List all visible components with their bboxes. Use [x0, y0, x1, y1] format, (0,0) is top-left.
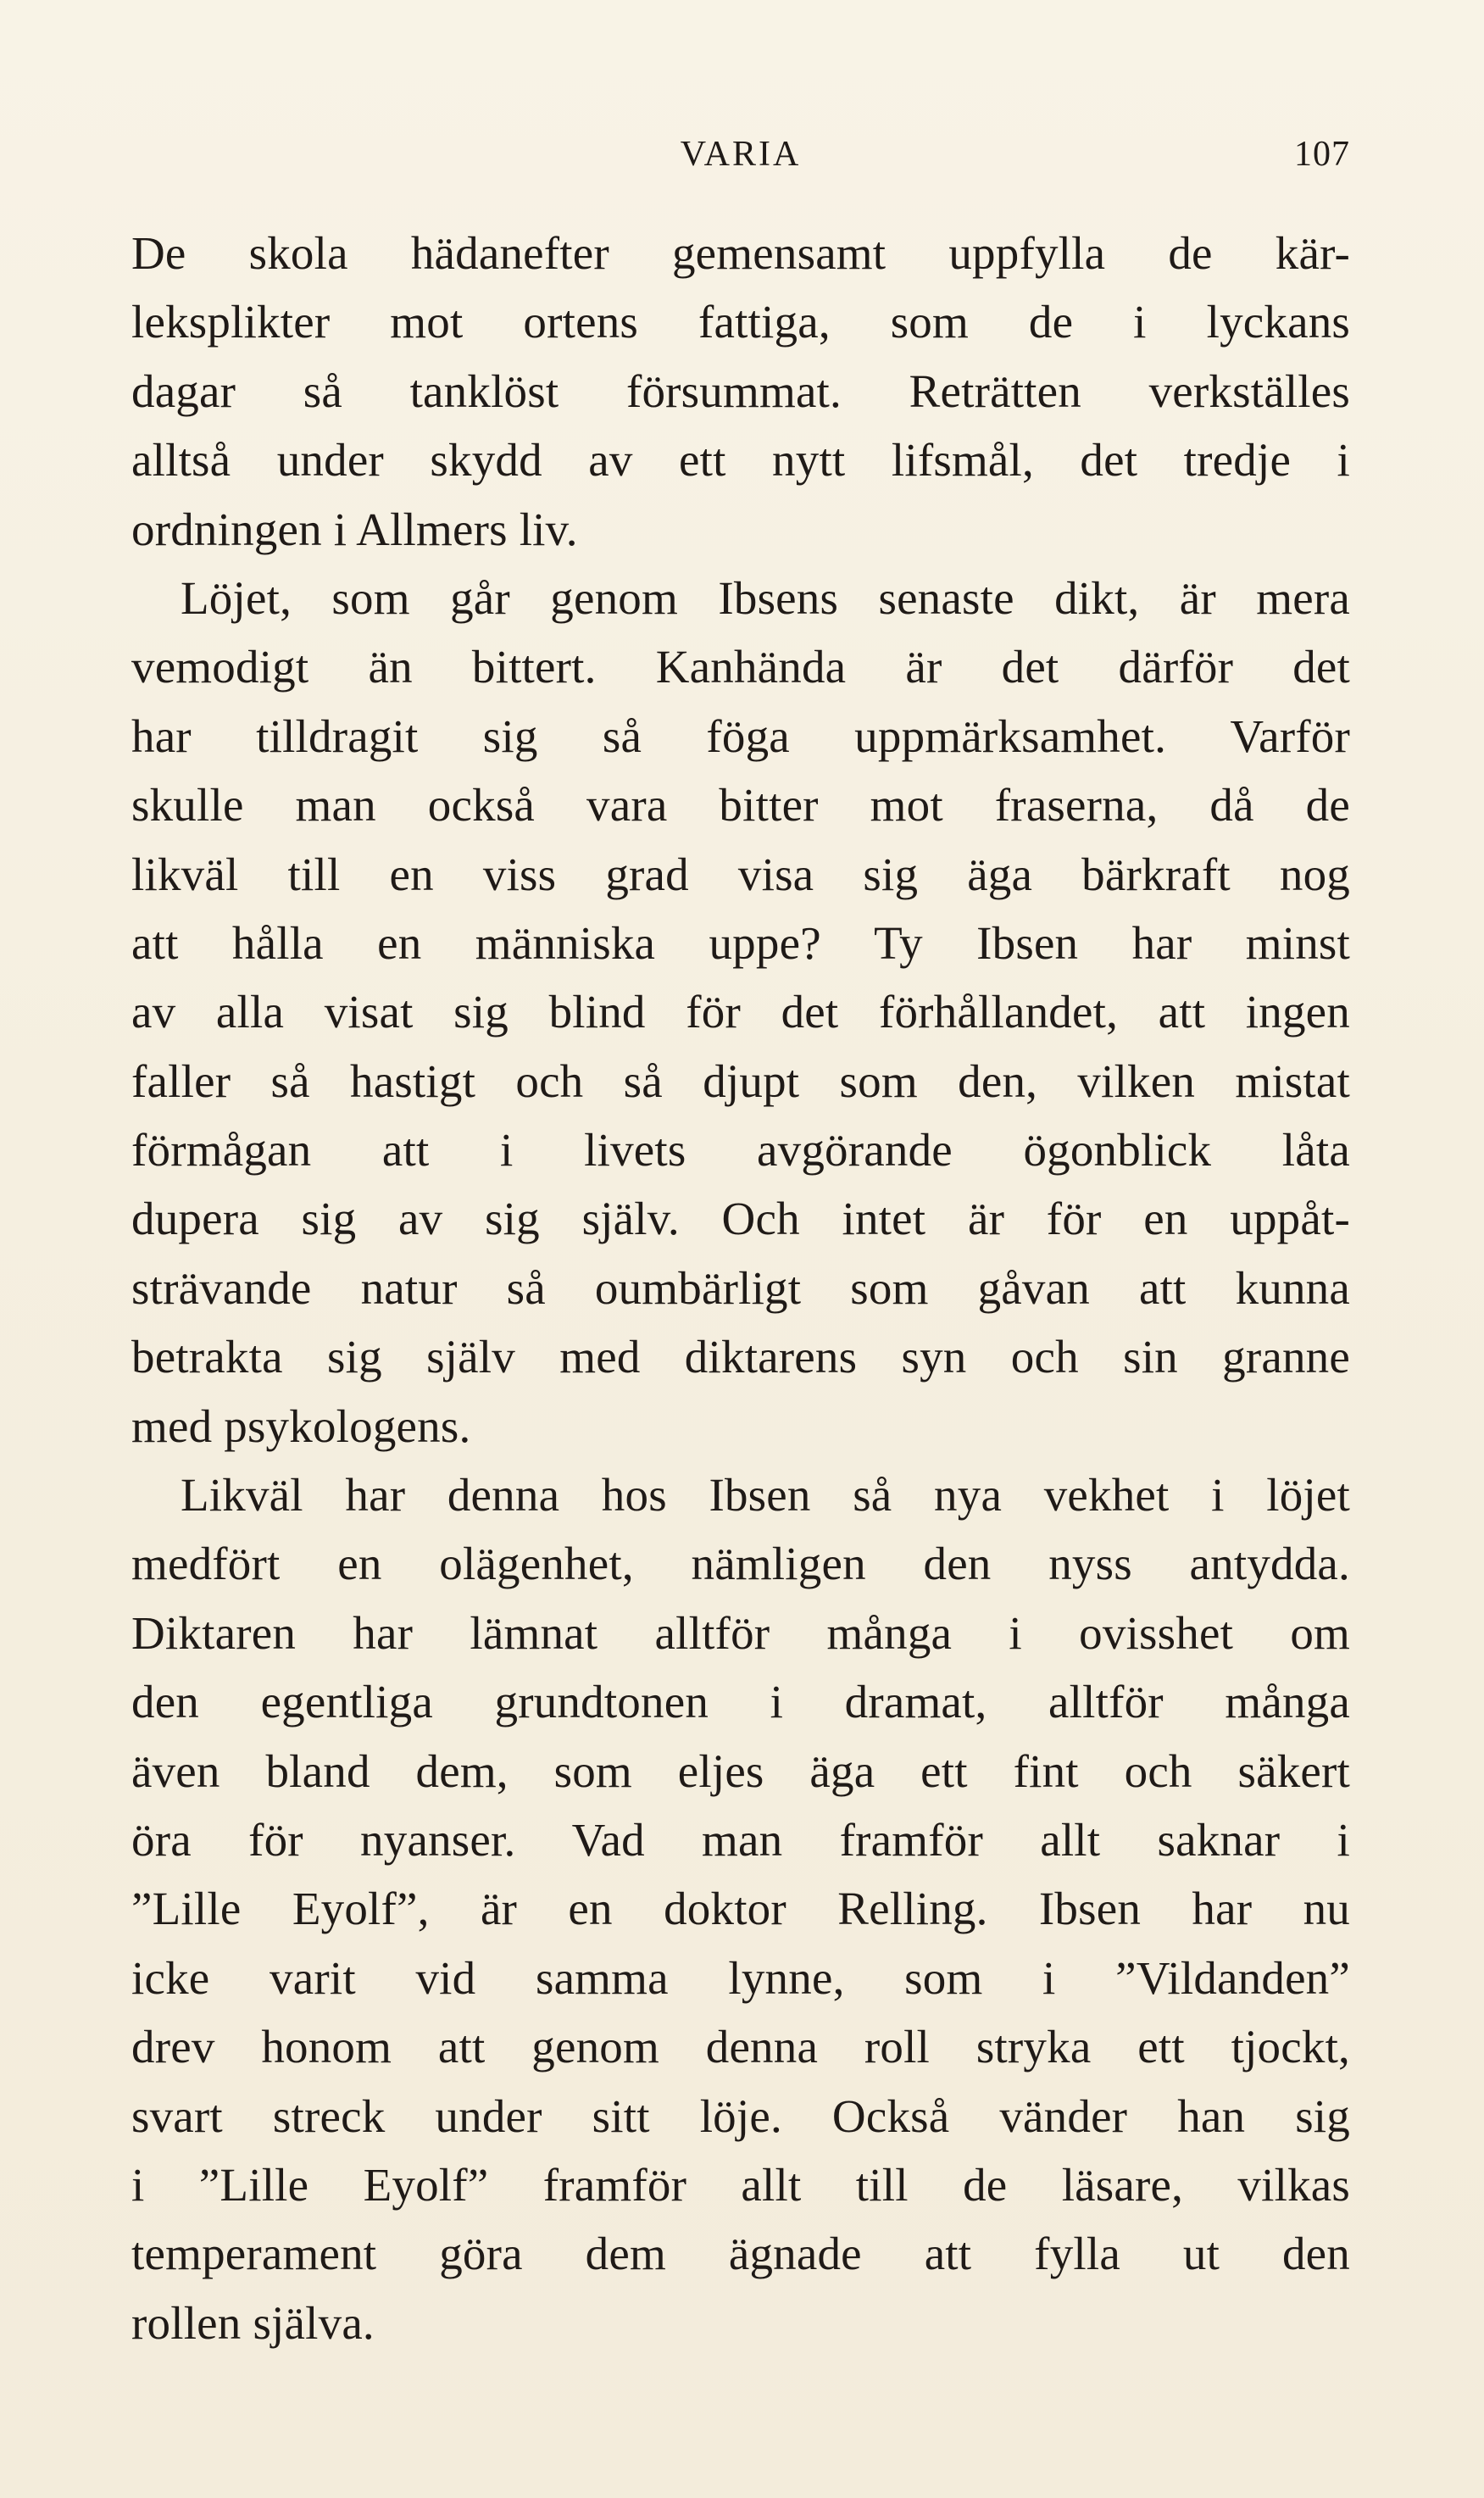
- text-line: De skola hädanefter gemensamt uppfylla de kär-: [131, 227, 1350, 279]
- text-line: med psykologens.: [131, 1399, 471, 1452]
- body-text: [131, 219, 1350, 2357]
- text-line: förmågan att i livets avgörande ögonblick låta: [131, 1124, 1350, 1177]
- text-line: rollen själva.: [131, 2296, 375, 2349]
- text-line: Löjet, som går genom Ibsens senaste dikt, är mera: [181, 571, 1350, 624]
- page-number: 107: [1294, 135, 1350, 174]
- text-line: icke varit vid samma lynne, som i ”Vildanden”: [131, 1951, 1350, 2004]
- text-line: i ”Lille Eyolf” framför allt till de läsare, vilkas: [131, 2158, 1350, 2211]
- text-line: ”Lille Eyolf”, är en doktor Relling. Ibsen har nu: [131, 1883, 1350, 1935]
- text-line: även bland dem, som eljes äga ett fint och säkert: [131, 1744, 1350, 1797]
- text-line: dupera sig av sig själv. Och intet är för en uppåt-: [131, 1193, 1350, 1245]
- text-line: leksplikter mot ortens fattiga, som de i lyckans: [131, 296, 1350, 348]
- text-line: ordningen i Allmers liv.: [131, 503, 578, 555]
- text-line: faller så hastigt och så djupt som den, vilken mistat: [131, 1054, 1350, 1107]
- text-line: har tilldragit sig så föga uppmärksamhet. Varför: [131, 709, 1350, 762]
- running-head: [131, 134, 1350, 185]
- text-line: Diktaren har lämnat alltför många i ovisshet om: [131, 1606, 1350, 1659]
- text-line: betrakta sig själv med diktarens syn och sin granne: [131, 1331, 1350, 1383]
- text-line: likväl till en viss grad visa sig äga bärkraft nog: [131, 848, 1350, 900]
- text-line: av alla visat sig blind för det förhållandet, att ingen: [131, 986, 1350, 1038]
- text-line: vemodigt än bittert. Kanhända är det därför det: [131, 641, 1350, 693]
- text-line: Likväl har denna hos Ibsen så nya vekhet i löjet: [181, 1469, 1350, 1522]
- section-title: VARIA: [680, 135, 802, 174]
- text-line: öra för nyanser. Vad man framför allt saknar i: [131, 1813, 1350, 1866]
- text-line: strävande natur så oumbärligt som gåvan att kunna: [131, 1261, 1350, 1314]
- text-line: temperament göra dem ägnade att fylla ut den: [131, 2228, 1350, 2280]
- text-line: den egentliga grundtonen i dramat, alltför många: [131, 1676, 1350, 1728]
- text-line: alltså under skydd av ett nytt lifsmål, det tredje i: [131, 434, 1350, 487]
- text-line: att hålla en människa uppe? Ty Ibsen har minst: [131, 916, 1350, 969]
- text-line: svart streck under sitt löje. Också vänder han sig: [131, 2089, 1350, 2142]
- text-line: skulle man också vara bitter mot fraserna, då de: [131, 779, 1350, 832]
- text-line: drev honom att genom denna roll stryka ett tjockt,: [131, 2021, 1350, 2073]
- text-line: medfört en olägenhet, nämligen den nyss antydda.: [131, 1538, 1350, 1590]
- text-line: dagar så tanklöst försummat. Reträtten verkställes: [131, 364, 1350, 417]
